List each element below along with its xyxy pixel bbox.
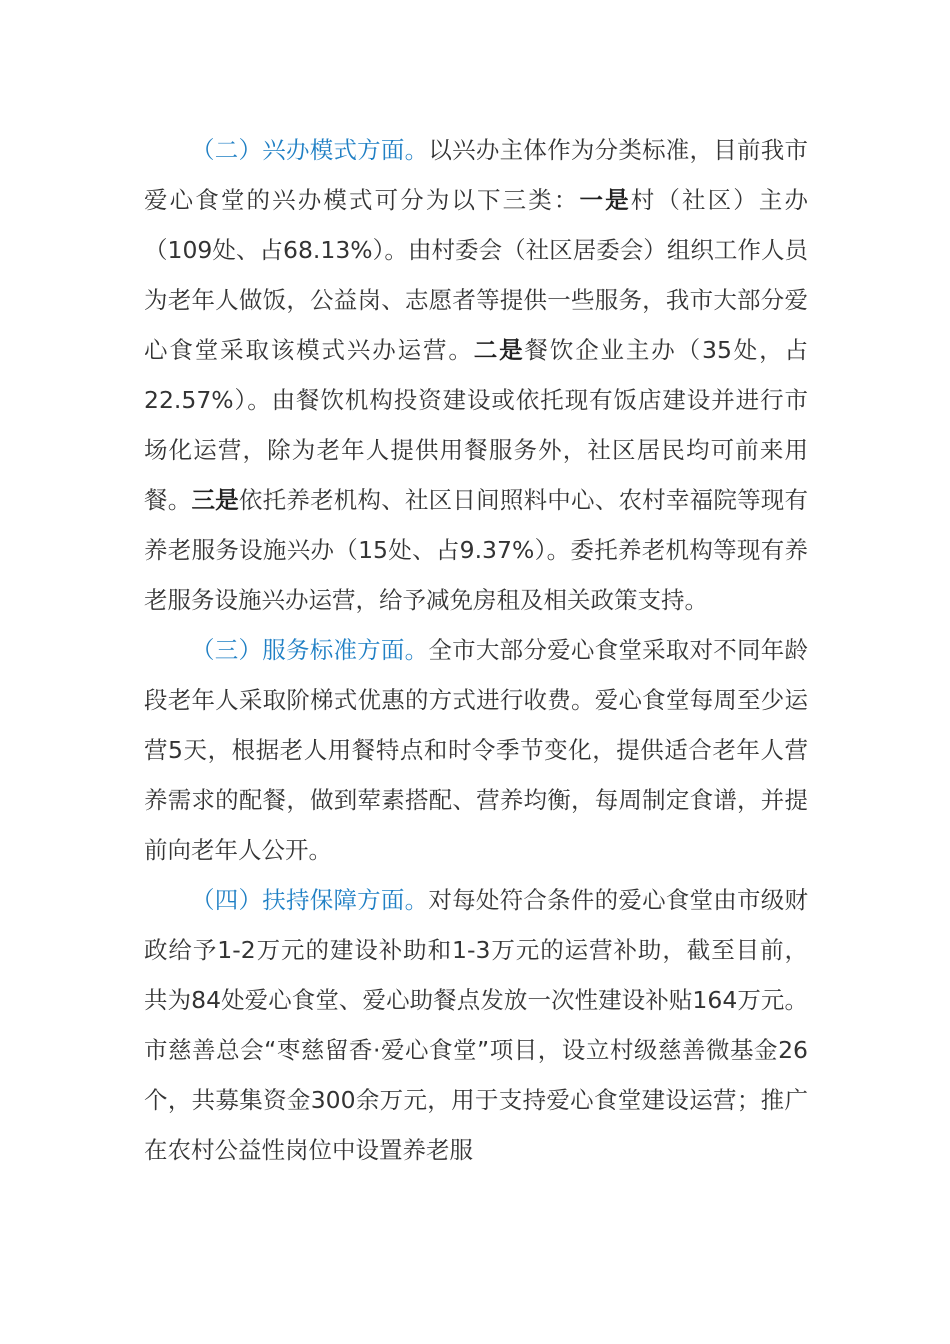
paragraph-support-guarantee xyxy=(144,875,808,1175)
paragraph-service-standard xyxy=(144,625,808,875)
paragraph-text: 对每处符合条件的爱心食堂由市级财政给予1-2万元的建设补助和1-3万元的运营补助，截至目前，共为84处爱心食堂、爱心助餐点发放一次性建设补贴164万元。市慈善总会“枣慈留香·爱心食堂”项目，设立村级慈善微基金26个，共募集资金300余万元，用于支持爱心食堂建设运营；推广在农村公益性岗位中设置养老服 xyxy=(144,886,809,1164)
emphasis-text: 二是 xyxy=(473,336,525,364)
paragraph-text: 全市大部分爱心食堂采取对不同年龄段老年人采取阶梯式优惠的方式进行收费。爱心食堂每周至少运营5天，根据老人用餐特点和时令季节变化，提供适合老年人营养需求的配餐，做到荤素搭配、营养均衡，每周制定食谱，并提前向老年人公开。 xyxy=(144,636,809,864)
paragraph-text: 依托养老机构、社区日间照料中心、农村幸福院等现有养老服务设施兴办（15处、占9.37%）。委托养老机构等现有养老服务设施兴办运营，给予减免房租及相关政策支持。 xyxy=(144,486,809,614)
paragraph-operation-mode xyxy=(144,125,808,625)
section-heading: （四）扶持保障方面。 xyxy=(191,886,429,914)
paragraph-text: 餐饮企业主办（35处，占22.57%）。由餐饮机构投资建设或依托现有饭店建设并进行市场化运营，除为老年人提供用餐服务外，社区居民均可前来用餐。 xyxy=(144,336,809,514)
paragraph-text: 村（社区）主办（109处、占68.13%）。由村委会（社区居委会）组织工作人员为老年人做饭，公益岗、志愿者等提供一些服务，我市大部分爱心食堂采取该模式兴办运营。 xyxy=(144,186,809,364)
section-heading: （二）兴办模式方面。 xyxy=(191,136,429,164)
section-heading: （三）服务标准方面。 xyxy=(191,636,429,664)
emphasis-text: 一是 xyxy=(579,186,631,214)
emphasis-text: 三是 xyxy=(191,486,239,514)
document-body xyxy=(144,125,808,1175)
paragraph-text: 以兴办主体作为分类标准，目前我市爱心食堂的兴办模式可分为以下三类： xyxy=(144,136,809,214)
